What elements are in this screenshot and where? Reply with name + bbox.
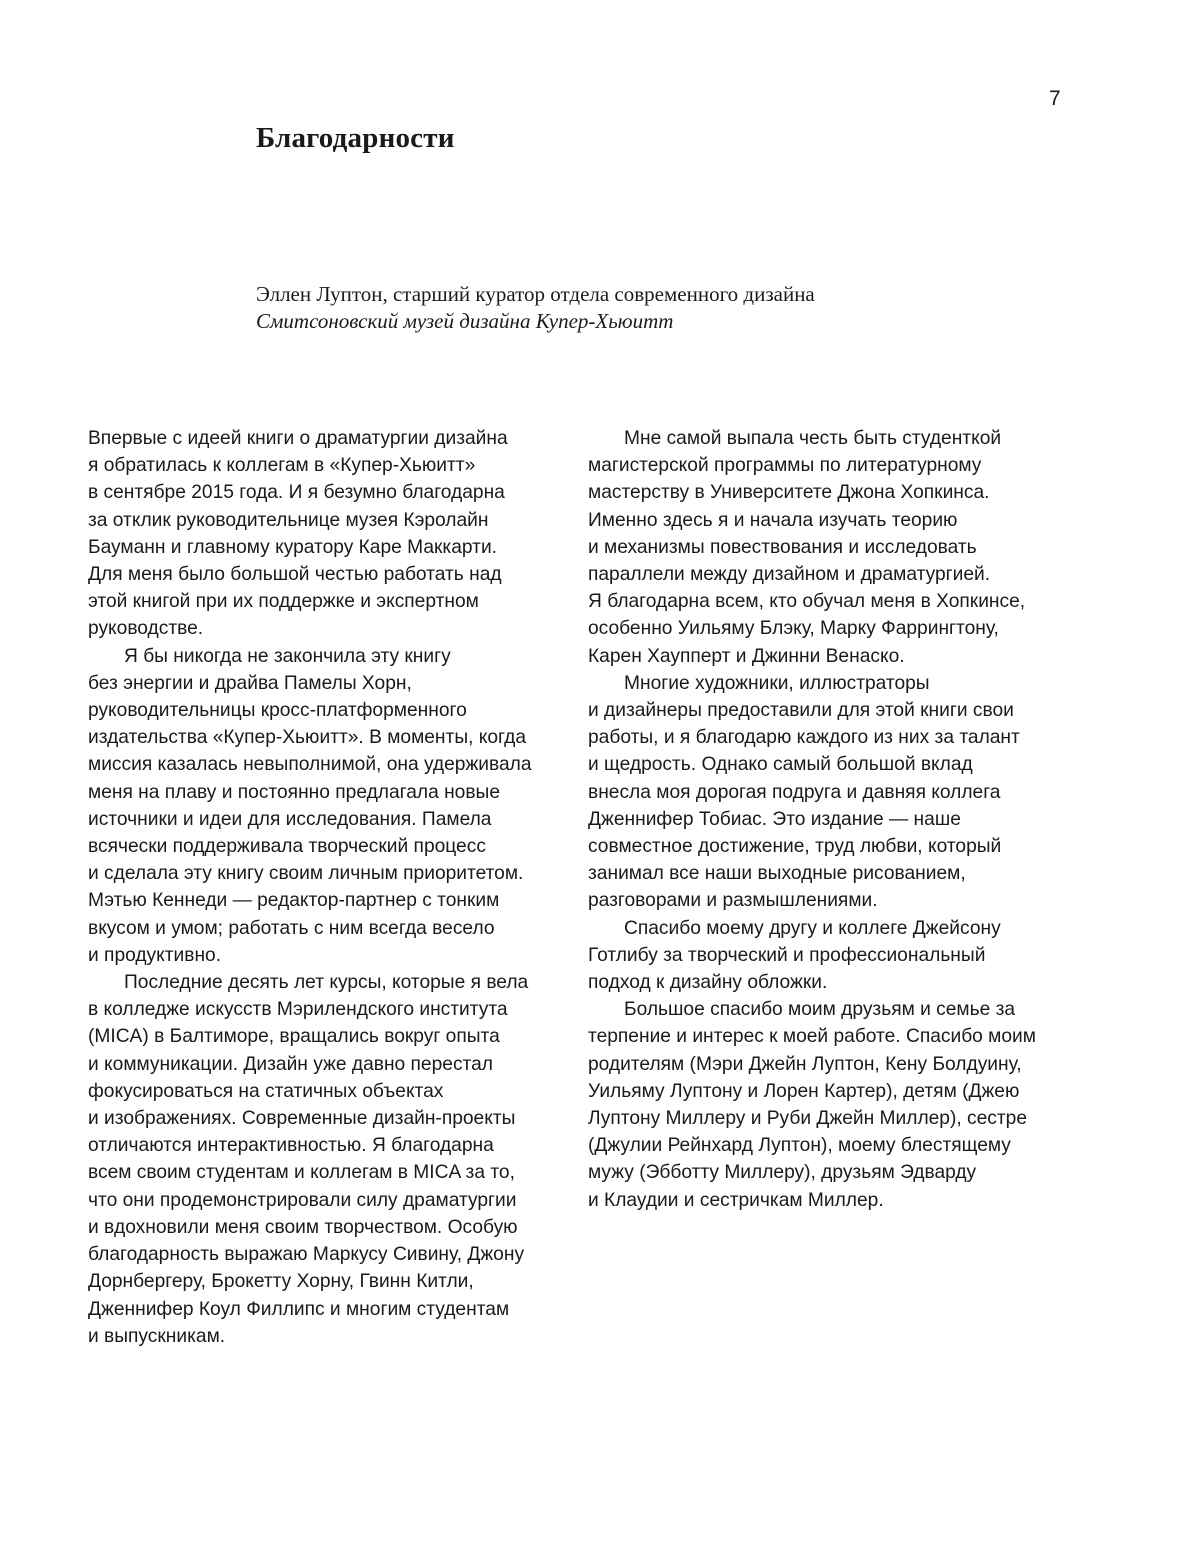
text-line: магистерской программы по литературному: [588, 455, 982, 477]
text-line: Дженнифер Коул Филлипс и многим студентам: [88, 1298, 510, 1320]
text-line: что они продемонстрировали силу драматургии: [88, 1189, 517, 1211]
left-text-column: [88, 425, 568, 1350]
text-line: Спасибо моему другу и коллеге Джейсону: [624, 917, 1001, 939]
text-line: всячески поддерживала творческий процесс: [88, 836, 486, 858]
text-line: терпение и интерес к моей работе. Спасибо моим: [588, 1026, 1036, 1048]
text-line: Я бы никогда не закончила эту книгу: [124, 645, 451, 667]
page-title: Благодарности: [256, 122, 455, 154]
text-line: занимал все наши выходные рисованием,: [588, 863, 966, 885]
text-line: параллели между дизайном и драматургией.: [588, 564, 991, 586]
paragraph: [588, 670, 1073, 915]
text-line: вкусом и умом; работать с ним всегда весело: [88, 917, 495, 939]
text-line: отличаются интерактивностью. Я благодарна: [88, 1135, 494, 1157]
author-credit: [256, 281, 815, 335]
text-line: Карен Хаупперт и Джинни Венаско.: [588, 645, 905, 667]
text-line: меня на плаву и постоянно предлагала новые: [88, 781, 501, 803]
text-line: работы, и я благодарю каждого из них за талант: [588, 727, 1020, 749]
text-line: благодарность выражаю Маркусу Сивину, Джону: [88, 1244, 525, 1266]
text-line: и щедрость. Однако самый большой вклад: [588, 754, 973, 776]
text-line: и механизмы повествования и исследовать: [588, 536, 977, 558]
text-line: Дженнифер Тобиас. Это издание — наше: [588, 808, 961, 830]
text-line: Готлибу за творческий и профессиональный: [588, 944, 986, 966]
text-line: разговорами и размышлениями.: [588, 890, 878, 912]
text-line: и коммуникации. Дизайн уже давно перестал: [88, 1053, 493, 1075]
text-line: и сделала эту книгу своим личным приоритетом.: [88, 863, 524, 885]
right-text-column: [588, 425, 1073, 1214]
text-line: Большое спасибо моим друзьям и семье за: [624, 999, 1016, 1021]
text-line: Дорнбергеру, Брокетту Хорну, Гвинн Китли,: [88, 1271, 474, 1293]
text-line: мастерству в Университете Джона Хопкинса.: [588, 482, 990, 504]
text-line: Мне самой выпала честь быть студенткой: [624, 428, 1002, 449]
text-line: и изображениях. Современные дизайн-проекты: [88, 1108, 516, 1130]
text-line: (Джулии Рейнхард Луптон), моему блестящему: [588, 1135, 1011, 1157]
text-line: и продуктивно.: [88, 944, 222, 966]
text-line: в сентябре 2015 года. И я безумно благодарна: [88, 482, 505, 504]
text-line: совместное достижение, труд любви, который: [588, 836, 1002, 858]
text-line: родителям (Мэри Джейн Луптон, Кену Болдуину,: [588, 1053, 1022, 1075]
paragraph: [88, 969, 568, 1350]
author-name-line: Эллен Луптон, старший куратор отдела современного дизайна: [256, 282, 815, 306]
text-line: подход к дизайну обложки.: [588, 972, 828, 994]
text-line: миссия казалась невыполнимой, она удерживала: [88, 754, 532, 776]
text-line: Впервые с идеей книги о драматургии дизайна: [88, 428, 508, 449]
paragraph: [88, 425, 568, 643]
paragraph: [588, 425, 1073, 670]
text-line: Последние десять лет курсы, которые я вела: [124, 972, 529, 994]
text-line: без энергии и драйва Памелы Хорн,: [88, 672, 412, 694]
text-line: этой книгой при их поддержке и экспертном: [88, 591, 479, 613]
text-line: Многие художники, иллюстраторы: [624, 672, 930, 694]
text-line: внесла моя дорогая подруга и давняя коллега: [588, 781, 1001, 803]
text-line: Именно здесь я и начала изучать теорию: [588, 509, 958, 531]
text-line: руководстве.: [88, 618, 204, 640]
text-line: источники и идеи для исследования. Памела: [88, 808, 492, 830]
text-line: Мэтью Кеннеди — редактор-партнер с тонким: [88, 890, 500, 912]
text-line: руководительницы кросс-платформенного: [88, 700, 467, 722]
text-line: особенно Уильяму Блэку, Марку Фаррингтону,: [588, 618, 999, 640]
text-line: и вдохновили меня своим творчеством. Особую: [88, 1216, 518, 1238]
text-line: Для меня было большой честью работать над: [88, 564, 502, 586]
text-line: Уильяму Луптону и Лорен Картер), детям (Джею: [588, 1080, 1020, 1102]
text-line: Я благодарна всем, кто обучал меня в Хопкинсе,: [588, 591, 1026, 613]
paragraph: [588, 915, 1073, 997]
text-line: Луптону Миллеру и Руби Джейн Миллер), сестре: [588, 1108, 1028, 1130]
text-line: фокусироваться на статичных объектах: [88, 1080, 444, 1102]
text-line: и Клаудии и сестричкам Миллер.: [588, 1189, 884, 1211]
page-number: 7: [1049, 87, 1061, 110]
author-affiliation-line: Смитсоновский музей дизайна Купер-Хьюитт: [256, 309, 674, 333]
text-line: и выпускникам.: [88, 1325, 226, 1347]
text-line: в колледже искусств Мэрилендского института: [88, 999, 508, 1021]
paragraph: [88, 643, 568, 969]
text-line: за отклик руководительнице музея Кэролайн: [88, 509, 489, 531]
text-line: я обратилась к коллегам в «Купер-Хьюитт»: [88, 455, 476, 477]
text-line: (MICA) в Балтиморе, вращались вокруг опыта: [88, 1026, 500, 1048]
text-line: и дизайнеры предоставили для этой книги свои: [588, 700, 1014, 722]
text-line: мужу (Эбботту Миллеру), друзьям Эдварду: [588, 1162, 977, 1184]
text-line: всем своим студентам и коллегам в MICA за то,: [88, 1162, 515, 1184]
text-line: издательства «Купер-Хьюитт». В моменты, когда: [88, 727, 527, 749]
text-line: Бауманн и главному куратору Каре Маккарти.: [88, 536, 497, 558]
paragraph: [588, 996, 1073, 1214]
